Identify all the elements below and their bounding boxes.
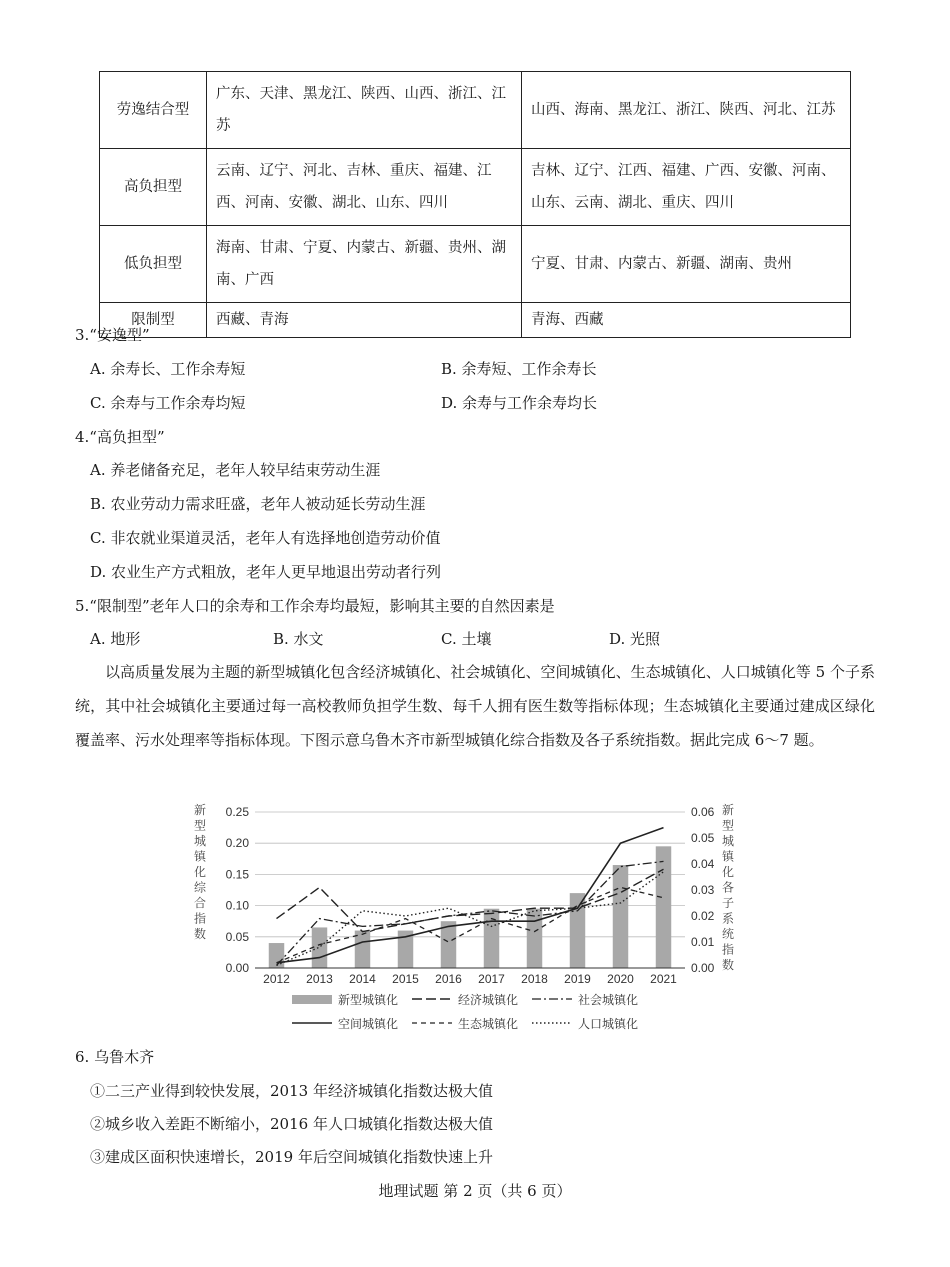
bar-2013: [312, 927, 327, 968]
x-tick-label: 2020: [607, 972, 634, 986]
x-tick-label: 2017: [478, 972, 505, 986]
right-tick-label: 0.00: [691, 961, 715, 975]
bar-2021: [656, 846, 671, 968]
province-cell: 青海、西藏: [522, 303, 851, 338]
legend-label: 空间城镇化: [338, 1017, 399, 1031]
right-tick-label: 0.02: [691, 909, 715, 923]
question-6-statement-2: ②城乡收入差距不断缩小，2016 年人口城镇化指数达极大值: [90, 1115, 493, 1133]
question-4-option-d[interactable]: D. 农业生产方式粗放，老年人更早地退出劳动者行列: [90, 563, 442, 581]
right-axis-label-char: 城: [721, 834, 735, 848]
province-cell: 西藏、青海: [207, 303, 522, 338]
bar-2012: [269, 943, 284, 968]
bar-2020: [613, 865, 628, 968]
left-axis-label-char: 合: [193, 896, 207, 910]
type-cell: 低负担型: [100, 226, 207, 303]
legend-label: 人口城镇化: [578, 1017, 639, 1031]
x-tick-label: 2013: [306, 972, 333, 986]
legend-label: 生态城镇化: [458, 1017, 519, 1031]
province-cell: 吉林、辽宁、江西、福建、广西、安徽、河南、山东、云南、湖北、重庆、四川: [522, 149, 851, 226]
left-axis-label-char: 数: [193, 927, 207, 941]
question-6-stem: 6. 乌鲁木齐: [75, 1048, 155, 1066]
right-axis-label-char: 数: [721, 958, 735, 972]
passage-text: 以高质量发展为主题的新型城镇化包含经济城镇化、社会城镇化、空间城镇化、生态城镇化、人口城镇化等 5 个子系统，其中社会城镇化主要通过每一高校教师负担学生数、每千人拥有医生数等指标体现；生态城镇化主要通过建成区绿化覆盖率、污水处理率等指标体现。下图示意乌鲁木齐市新型城镇化综合指数及各子系统指数。据此完成 6～7 题。: [75, 663, 875, 749]
province-cell: 山西、海南、黑龙江、浙江、陕西、河北、江苏: [522, 72, 851, 149]
right-axis-label-char: 各: [721, 880, 735, 895]
table-row: [100, 72, 851, 149]
left-axis-label-char: 新: [193, 803, 207, 817]
question-5-stem: 5.“限制型”老年人口的余寿和工作余寿均最短，影响其主要的自然因素是: [75, 597, 555, 615]
question-6-statement-1: ①二三产业得到较快发展，2013 年经济城镇化指数达极大值: [90, 1082, 493, 1100]
right-axis-label-char: 统: [721, 927, 735, 941]
right-tick-label: 0.05: [691, 831, 715, 845]
page-footer: 地理试题 第 2 页（共 6 页）: [378, 1182, 572, 1200]
type-cell: 限制型: [100, 303, 207, 338]
x-tick-label: 2015: [392, 972, 419, 986]
question-5-option-a[interactable]: A. 地形: [90, 630, 141, 648]
x-tick-label: 2018: [521, 972, 548, 986]
question-3-option-a[interactable]: A. 余寿长、工作余寿短: [90, 360, 246, 378]
left-tick-label: 0.00: [225, 961, 249, 975]
question-4-option-c[interactable]: C. 非农就业渠道灵活，老年人有选择地创造劳动价值: [90, 529, 441, 547]
series-line-空间城镇化: [277, 828, 664, 963]
x-tick-label: 2012: [263, 972, 290, 986]
question-3-option-b[interactable]: B. 余寿短、工作余寿长: [441, 360, 597, 378]
question-5-option-d[interactable]: D. 光照: [609, 630, 661, 648]
left-axis-label-char: 化: [193, 865, 207, 879]
question-4-option-b[interactable]: B. 农业劳动力需求旺盛，老年人被动延长劳动生涯: [90, 495, 426, 513]
legend-label: 经济城镇化: [458, 993, 519, 1007]
urbanization-index-chart: [180, 790, 740, 1040]
question-4-option-a[interactable]: A. 养老储备充足，老年人较早结束劳动生涯: [90, 461, 381, 479]
left-axis-label-char: 指: [193, 911, 207, 926]
province-cell: 广东、天津、黑龙江、陕西、山西、浙江、江苏: [207, 72, 522, 149]
right-axis-label-char: 系: [721, 911, 735, 926]
right-tick-label: 0.01: [691, 935, 715, 949]
table-row: [100, 149, 851, 226]
question-3-option-c[interactable]: C. 余寿与工作余寿均短: [90, 394, 246, 412]
left-axis-label-char: 综: [193, 880, 207, 895]
left-axis-label-char: 城: [193, 834, 207, 848]
right-axis-label-char: 新: [721, 803, 735, 817]
question-4-stem: 4.“高负担型”: [75, 428, 165, 446]
bar-2019: [570, 893, 585, 968]
left-axis-label-char: 型: [193, 818, 207, 833]
series-line-社会城镇化: [277, 861, 664, 965]
table-row: [100, 226, 851, 303]
right-tick-label: 0.06: [691, 805, 715, 819]
right-tick-label: 0.03: [691, 883, 715, 897]
right-tick-label: 0.04: [691, 857, 715, 871]
question-3-stem: 3.“安逸型”: [75, 326, 150, 344]
right-axis-label-char: 镇: [721, 849, 735, 864]
left-tick-label: 0.25: [225, 805, 249, 819]
question-6-statement-3: ③建成区面积快速增长，2019 年后空间城镇化指数快速上升: [90, 1148, 493, 1166]
left-tick-label: 0.15: [225, 867, 249, 882]
right-axis-label-char: 化: [721, 865, 735, 879]
type-cell: 高负担型: [100, 149, 207, 226]
left-axis-label-char: 镇: [193, 849, 207, 864]
right-axis-label-char: 型: [721, 818, 735, 833]
x-tick-label: 2014: [349, 972, 376, 986]
x-tick-label: 2016: [435, 972, 462, 986]
bar-2017: [484, 909, 499, 968]
province-cell: 云南、辽宁、河北、吉林、重庆、福建、江西、河南、安徽、湖北、山东、四川: [207, 149, 522, 226]
classification-table: [99, 71, 851, 338]
legend-swatch: [292, 995, 332, 1004]
question-5-option-b[interactable]: B. 水文: [273, 630, 324, 648]
type-cell: 劳逸结合型: [100, 72, 207, 149]
left-tick-label: 0.10: [225, 898, 249, 913]
x-tick-label: 2021: [650, 972, 677, 986]
right-axis-label-char: 指: [721, 942, 735, 957]
series-line-经济城镇化: [277, 869, 664, 931]
province-cell: 海南、甘肃、宁夏、内蒙古、新疆、贵州、湖南、广西: [207, 226, 522, 303]
question-5-option-c[interactable]: C. 土壤: [441, 630, 492, 648]
legend-label: 新型城镇化: [338, 993, 399, 1007]
x-tick-label: 2019: [564, 972, 591, 986]
legend-label: 社会城镇化: [578, 993, 639, 1007]
left-tick-label: 0.05: [225, 929, 249, 944]
left-tick-label: 0.20: [225, 836, 249, 851]
table-row: [100, 303, 851, 338]
right-axis-label-char: 子: [721, 896, 735, 910]
bar-2018: [527, 909, 542, 968]
province-cell: 宁夏、甘肃、内蒙古、新疆、湖南、贵州: [522, 226, 851, 303]
question-3-option-d[interactable]: D. 余寿与工作余寿均长: [441, 394, 598, 412]
